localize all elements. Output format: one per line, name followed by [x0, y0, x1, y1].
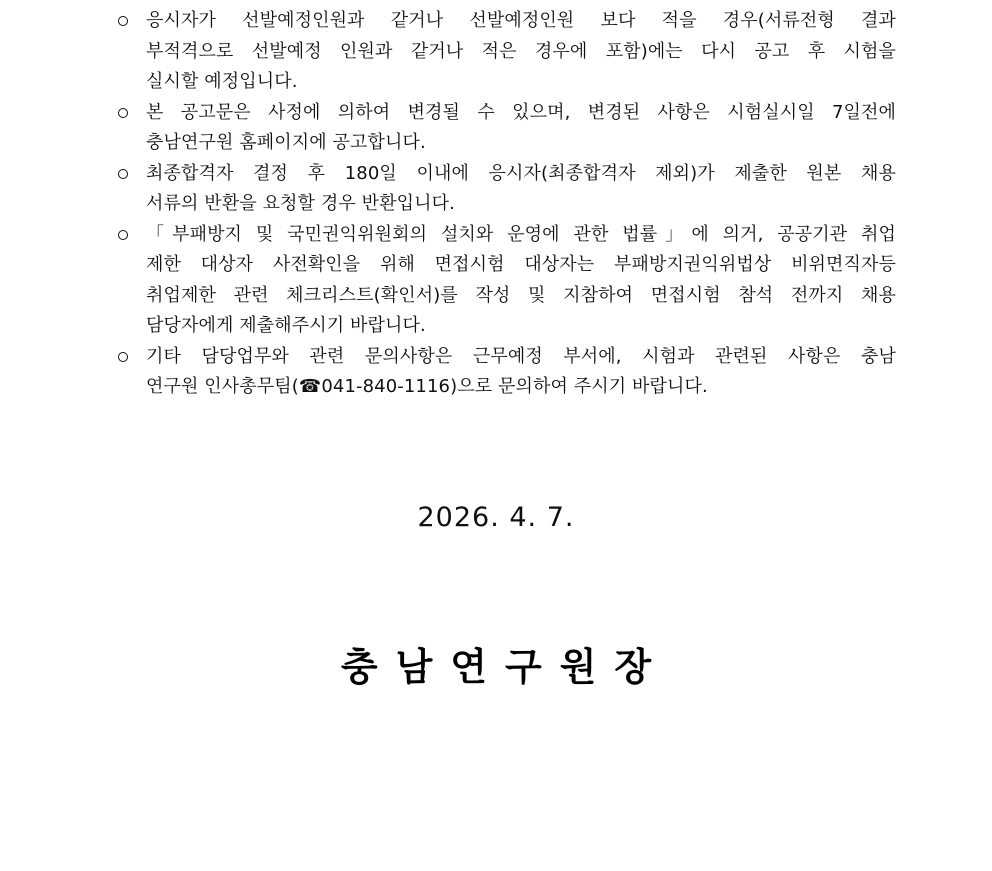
notice-item [116, 220, 896, 342]
notice-line: 취업제한 관련 체크리스트(확인서)를 작성 및 지참하여 면접시험 참석 전까지 채용 [146, 284, 896, 306]
circle-bullet-icon [118, 169, 128, 179]
notice-item [116, 6, 896, 98]
notice-item [116, 342, 896, 403]
issuer-signature: 충남연구원장 [340, 645, 670, 689]
notice-line: 담당자에게 제출해주시기 바랍니다. [146, 315, 426, 336]
notice-item [116, 98, 896, 159]
notice-line: 제한 대상자 사전확인을 위해 면접시험 대상자는 부패방지권익위법상 비위면직자등 [146, 254, 896, 275]
circle-bullet-icon [118, 108, 128, 118]
notice-line: 서류의 반환을 요청할 경우 반환입니다. [146, 193, 455, 214]
notice-line: 기타 담당업무와 관련 문의사항은 근무예정 부서에, 시험과 관련된 사항은 충남 [146, 345, 896, 367]
notice-list [116, 6, 896, 403]
circle-bullet-icon [118, 230, 128, 240]
notice-line: 「부패방지 및 국민권익위원회의 설치와 운영에 관한 법률」에 의거, 공공기관 취업 [146, 223, 896, 245]
notice-line: 부적격으로 선발예정 인원과 같거나 적은 경우에 포함)에는 다시 공고 후 시험을 [146, 40, 896, 62]
circle-bullet-icon [118, 352, 128, 362]
announcement-date: 2026. 4. 7. [417, 502, 575, 533]
notice-line: 실시할 예정입니다. [146, 71, 298, 92]
notice-line: 본 공고문은 사정에 의하여 변경될 수 있으며, 변경된 사항은 시험실시일 7일전에 [146, 101, 896, 123]
notice-line: 충남연구원 홈페이지에 공고합니다. [146, 132, 426, 153]
notice-line: 최종합격자 결정 후 180일 이내에 응시자(최종합격자 제외)가 제출한 원본 채용 [146, 162, 896, 184]
notice-line: 연구원 인사총무팀(☎041-840-1116)으로 문의하여 주시기 바랍니다. [146, 376, 708, 397]
notice-item [116, 159, 896, 220]
circle-bullet-icon [118, 16, 128, 26]
notice-line: 응시자가 선발예정인원과 같거나 선발예정인원 보다 적을 경우(서류전형 결과 [146, 10, 896, 31]
